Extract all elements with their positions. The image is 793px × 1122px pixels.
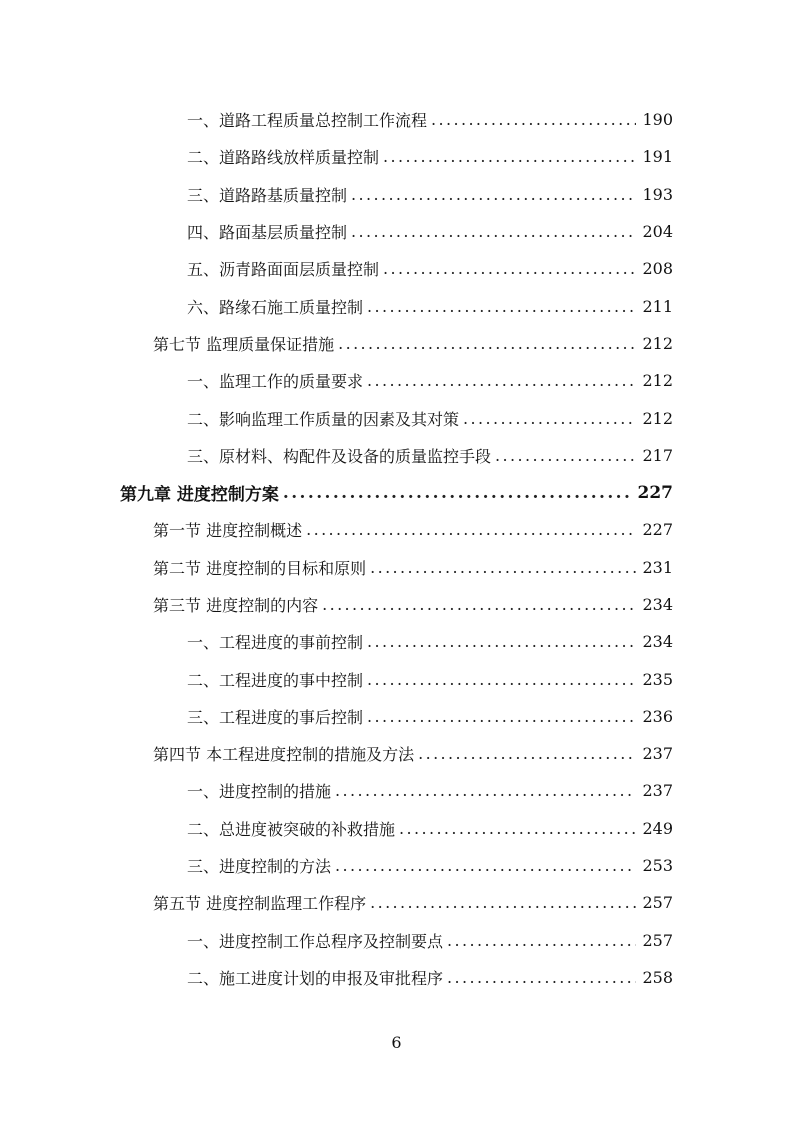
toc-entry[interactable] <box>0 287 793 324</box>
toc-entry[interactable] <box>0 735 793 772</box>
toc-entry-page: 249 <box>642 818 673 838</box>
toc-entry-page: 191 <box>642 147 673 167</box>
toc-leader-dots <box>370 558 636 577</box>
toc-entry-page: 204 <box>642 222 673 242</box>
toc-leader-dots <box>370 893 636 912</box>
toc-entry-title: 三、原材料、构配件及设备的质量监控手段 <box>187 446 492 466</box>
toc-entry[interactable] <box>0 362 793 399</box>
toc-entry-page: 257 <box>642 893 673 913</box>
toc-entry-title: 三、进度控制的方法 <box>187 857 332 877</box>
toc-leader-dots <box>367 670 636 689</box>
toc-entry-title: 第九章 进度控制方案 <box>120 485 279 506</box>
toc-leader-dots <box>431 110 636 129</box>
toc-entry-page: 227 <box>637 482 673 503</box>
toc-entry-title: 二、道路路线放样质量控制 <box>187 148 380 168</box>
toc-entry-title: 一、进度控制的措施 <box>187 782 332 802</box>
toc-entry-page: 217 <box>642 445 673 465</box>
toc-entry-page: 234 <box>642 632 673 652</box>
toc-entry[interactable] <box>0 474 793 511</box>
toc-entry[interactable] <box>0 847 793 884</box>
toc-entry[interactable] <box>0 959 793 996</box>
toc-leader-dots <box>367 297 636 316</box>
toc-entry[interactable] <box>0 922 793 959</box>
toc-leader-dots <box>383 147 636 166</box>
toc-entry[interactable] <box>0 772 793 809</box>
toc-leader-dots <box>383 259 636 278</box>
toc-leader-dots <box>447 931 636 950</box>
toc-entry[interactable] <box>0 325 793 362</box>
toc-leader-dots <box>351 222 636 241</box>
toc-leader-dots <box>495 446 636 465</box>
toc-entry[interactable] <box>0 660 793 697</box>
toc-entry-page: 258 <box>642 967 673 987</box>
toc-entry-title: 五、沥青路面面层质量控制 <box>187 260 380 280</box>
toc-entry[interactable] <box>0 250 793 287</box>
toc-entry-page: 234 <box>642 595 673 614</box>
toc-entry-title: 第一节 进度控制概述 <box>153 521 303 541</box>
toc-leader-dots <box>367 632 636 651</box>
toc-entry-title: 二、影响监理工作质量的因素及其对策 <box>187 409 460 429</box>
toc-leader-dots <box>399 819 636 838</box>
toc-entry[interactable] <box>0 138 793 175</box>
toc-entry-page: 211 <box>642 296 673 316</box>
toc-entry[interactable] <box>0 586 793 623</box>
toc-entry-title: 第五节 进度控制监理工作程序 <box>153 894 367 914</box>
toc-entry[interactable] <box>0 399 793 436</box>
toc-entry[interactable] <box>0 698 793 735</box>
toc-entry[interactable] <box>0 810 793 847</box>
toc-entry-title: 三、道路路基质量控制 <box>187 185 348 205</box>
toc-entry[interactable] <box>0 176 793 213</box>
toc-entry-page: 208 <box>642 259 673 279</box>
toc-entry-page: 257 <box>642 930 673 950</box>
toc-entry-title: 一、监理工作的质量要求 <box>187 372 364 392</box>
toc-entry-title: 四、路面基层质量控制 <box>187 223 348 243</box>
toc-entry-page: 212 <box>642 333 673 353</box>
table-of-contents <box>0 101 793 996</box>
toc-entry-title: 第三节 进度控制的内容 <box>153 596 319 615</box>
toc-entry-title: 二、工程进度的事中控制 <box>187 670 364 690</box>
toc-entry[interactable] <box>0 549 793 586</box>
toc-entry-title: 六、路缘石施工质量控制 <box>187 297 364 317</box>
toc-entry-page: 235 <box>642 669 673 689</box>
toc-entry-page: 193 <box>642 184 673 204</box>
toc-entry-title: 三、工程进度的事后控制 <box>187 707 364 727</box>
toc-entry-title: 第二节 进度控制的目标和原则 <box>153 558 367 578</box>
toc-leader-dots <box>367 707 636 726</box>
toc-entry-page: 212 <box>642 408 673 428</box>
toc-leader-dots <box>351 185 636 204</box>
toc-leader-dots <box>306 520 636 539</box>
toc-entry-page: 237 <box>642 781 673 801</box>
toc-entry[interactable] <box>0 437 793 474</box>
toc-leader-dots <box>338 334 636 353</box>
toc-entry-title: 一、进度控制工作总程序及控制要点 <box>187 931 444 951</box>
toc-entry[interactable] <box>0 623 793 660</box>
toc-leader-dots <box>418 744 636 763</box>
toc-entry-page: 212 <box>642 371 673 391</box>
toc-entry-title: 第七节 监理质量保证措施 <box>153 334 335 354</box>
toc-leader-dots <box>463 409 636 428</box>
toc-entry-page: 236 <box>642 706 673 726</box>
toc-entry-page: 227 <box>642 520 673 540</box>
toc-entry-title: 第四节 本工程进度控制的措施及方法 <box>153 745 415 765</box>
toc-leader-dots <box>367 371 636 390</box>
toc-leader-dots <box>335 781 636 800</box>
toc-entry-title: 一、工程进度的事前控制 <box>187 633 364 653</box>
page-number: 6 <box>391 1033 402 1052</box>
toc-leader-dots <box>335 856 636 875</box>
toc-entry-title: 一、道路工程质量总控制工作流程 <box>187 111 428 131</box>
toc-entry[interactable] <box>0 511 793 548</box>
toc-leader-dots <box>322 595 636 614</box>
toc-entry[interactable] <box>0 101 793 138</box>
toc-entry-page: 253 <box>642 856 673 876</box>
toc-leader-dots <box>447 968 636 987</box>
toc-entry-page: 231 <box>642 557 673 577</box>
toc-entry-page: 237 <box>642 744 673 764</box>
toc-entry-title: 二、施工进度计划的申报及审批程序 <box>187 968 444 988</box>
toc-entry-title: 二、总进度被突破的补救措施 <box>187 819 396 839</box>
toc-leader-dots <box>283 483 632 503</box>
toc-entry[interactable] <box>0 884 793 921</box>
toc-entry[interactable] <box>0 213 793 250</box>
toc-entry-page: 190 <box>642 110 673 130</box>
